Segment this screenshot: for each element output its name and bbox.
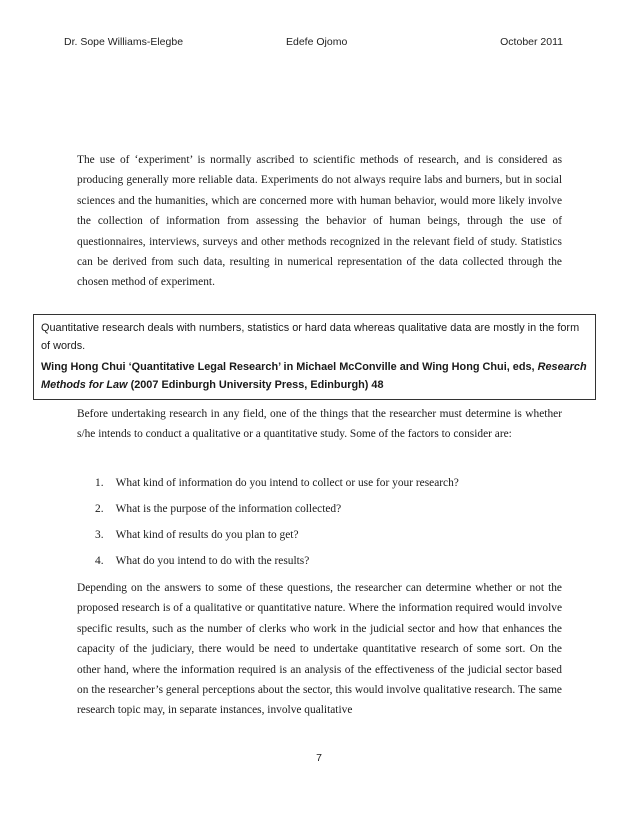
list-item (95, 548, 565, 574)
list-item (95, 522, 565, 548)
paragraph-experiment: The use of ‘experiment’ is normally ascribed to scientific methods of research, and is considered as producing generally more reliable data. Experiments do not always require labs and burners, but in social sciences and the humanities, which are concerned more with human behavior, would more likely involve the collection of information from assessing the behavior of human beings, through the use of questionnaires, interviews, surveys and other methods recognized in the relevant field of study. Statistics can be derived from such data, resulting in numerical representation of the data collected through the chosen method of experiment. (77, 154, 562, 289)
citation-prefix: Wing Hong Chui ‘Quantitative Legal Research’ in Michael McConville and Wing Hong Chui, eds, (41, 361, 535, 373)
citation (41, 359, 588, 394)
list-text: What kind of information do you intend to collect or use for your research? (115, 477, 459, 489)
quote-box (33, 314, 596, 400)
list-text: What is the purpose of the information collected? (115, 503, 342, 515)
header-date: October 2011 (500, 36, 563, 48)
list-text: What do you intend to do with the results? (115, 555, 310, 567)
quote-text: Quantitative research deals with numbers, statistics or hard data whereas qualitative data are mostly in the form of words. (41, 322, 580, 352)
factors-list (95, 470, 565, 574)
page-number: 7 (316, 752, 322, 764)
header-coauthor: Edefe Ojomo (286, 36, 348, 48)
list-number: 2. (95, 503, 104, 515)
citation-title: Research Methods for Law (41, 361, 587, 391)
paragraph-factors: Before undertaking research in any field, one of the things that the researcher must determine is whether s/he intends to conduct a qualitative or a quantitative study. Some of the factors to consider are: (77, 408, 562, 441)
list-item (95, 496, 565, 522)
list-item (95, 470, 565, 496)
citation-suffix: (2007 Edinburgh University Press, Edinburgh) 48 (130, 378, 384, 391)
list-number: 4. (95, 555, 104, 567)
list-text: What kind of results do you plan to get? (115, 529, 299, 541)
page-header (64, 36, 563, 52)
paragraph-determination: Depending on the answers to some of these questions, the researcher can determine whether or not the proposed research is of a qualitative or quantitative nature. Where the information required would involve specific results, such as the number of clerks who work in the judicial sector and how that enhances the capacity of the judiciary, there would be need to undertake quantitative research of some sort. On the other hand, where the information required is an analysis of the effectiveness of the judicial sector based on the researcher’s general perceptions about the sector, this would involve qualitative research. The same research topic may, in separate instances, involve qualitative (77, 582, 562, 717)
list-number: 1. (95, 477, 104, 489)
list-number: 3. (95, 529, 104, 541)
header-author: Dr. Sope Williams-Elegbe (64, 36, 184, 48)
